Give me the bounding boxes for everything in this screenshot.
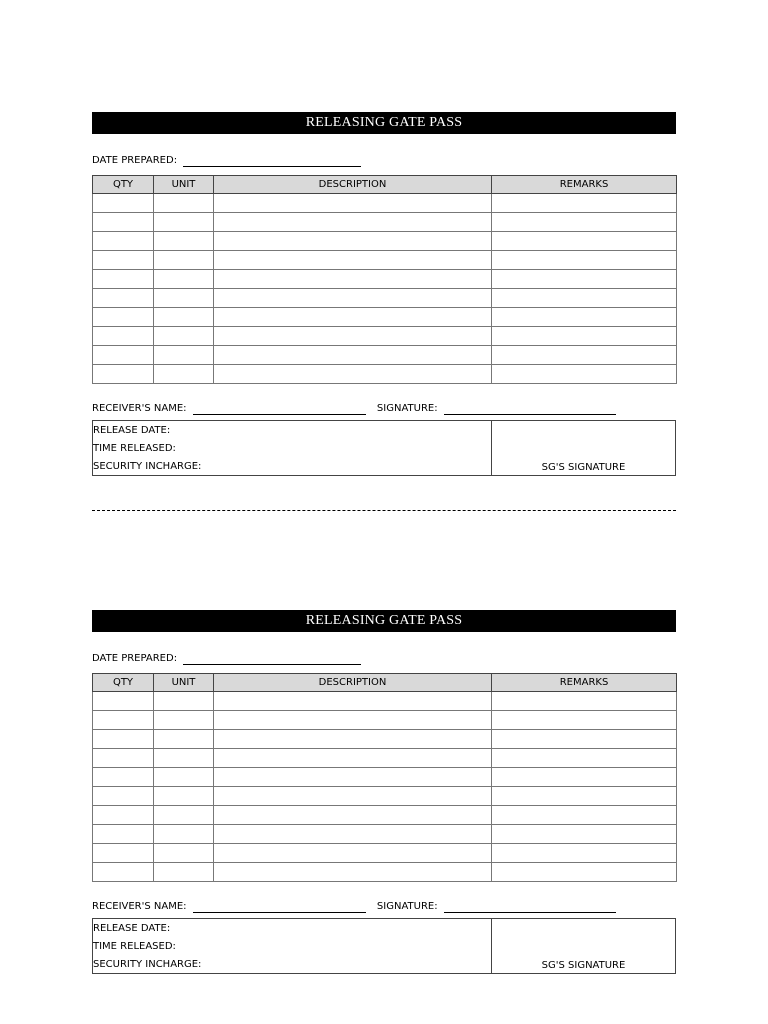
remarks-cell[interactable]: [492, 711, 677, 730]
remarks-cell[interactable]: [492, 692, 677, 711]
remarks-cell[interactable]: [492, 806, 677, 825]
column-header-unit: UNIT: [154, 674, 214, 692]
receivers-name-label: RECEIVER'S NAME:: [92, 901, 187, 912]
remarks-cell[interactable]: [492, 270, 677, 289]
unit-cell[interactable]: [154, 787, 214, 806]
qty-cell[interactable]: [93, 863, 154, 882]
unit-cell[interactable]: [154, 327, 214, 346]
unit-cell[interactable]: [154, 806, 214, 825]
gate-pass-form-1: [92, 112, 676, 476]
time-released-label: TIME RELEASED:: [93, 941, 176, 952]
unit-cell[interactable]: [154, 749, 214, 768]
signature-field[interactable]: [444, 404, 616, 415]
description-cell[interactable]: [214, 213, 492, 232]
unit-cell[interactable]: [154, 251, 214, 270]
items-table: [92, 175, 677, 384]
column-header-qty: QTY: [93, 674, 154, 692]
unit-cell[interactable]: [154, 232, 214, 251]
qty-cell[interactable]: [93, 787, 154, 806]
security-incharge-label: SECURITY INCHARGE:: [93, 959, 202, 970]
table-row: [93, 844, 677, 863]
column-header-remarks: REMARKS: [492, 674, 677, 692]
qty-cell[interactable]: [93, 270, 154, 289]
description-cell[interactable]: [214, 692, 492, 711]
remarks-cell[interactable]: [492, 730, 677, 749]
table-row: [93, 863, 677, 882]
description-cell[interactable]: [214, 308, 492, 327]
cut-line-divider: [92, 510, 676, 511]
description-cell[interactable]: [214, 787, 492, 806]
table-row: [93, 749, 677, 768]
column-header-qty: QTY: [93, 176, 154, 194]
receivers-name-field[interactable]: [193, 404, 366, 415]
receiver-row: [92, 403, 676, 415]
unit-cell[interactable]: [154, 308, 214, 327]
items-table-header: [93, 674, 677, 692]
items-table: [92, 673, 677, 882]
qty-cell[interactable]: [93, 213, 154, 232]
table-row: [93, 308, 677, 327]
table-row: [93, 768, 677, 787]
qty-cell[interactable]: [93, 289, 154, 308]
qty-cell[interactable]: [93, 346, 154, 365]
unit-cell[interactable]: [154, 365, 214, 384]
date-prepared-label: DATE PREPARED:: [92, 155, 178, 166]
remarks-cell[interactable]: [492, 213, 677, 232]
remarks-cell[interactable]: [492, 749, 677, 768]
sg-signature-label: SG'S SIGNATURE: [541, 462, 626, 473]
table-row: [93, 232, 677, 251]
column-header-remarks: REMARKS: [492, 176, 677, 194]
description-cell[interactable]: [214, 346, 492, 365]
table-row: [93, 692, 677, 711]
receivers-name-field[interactable]: [193, 902, 366, 913]
qty-cell[interactable]: [93, 844, 154, 863]
qty-cell[interactable]: [93, 768, 154, 787]
qty-cell[interactable]: [93, 251, 154, 270]
table-row: [93, 787, 677, 806]
column-header-unit: UNIT: [154, 176, 214, 194]
table-row: [93, 194, 677, 213]
description-cell[interactable]: [214, 863, 492, 882]
table-row: [93, 289, 677, 308]
release-box: [92, 918, 676, 974]
description-cell[interactable]: [214, 194, 492, 213]
security-incharge-label: SECURITY INCHARGE:: [93, 461, 202, 472]
unit-cell[interactable]: [154, 768, 214, 787]
description-cell[interactable]: [214, 844, 492, 863]
items-table-header: [93, 176, 677, 194]
remarks-cell[interactable]: [492, 825, 677, 844]
description-cell[interactable]: [214, 251, 492, 270]
column-header-description: DESCRIPTION: [214, 674, 492, 692]
description-cell[interactable]: [214, 365, 492, 384]
description-cell[interactable]: [214, 270, 492, 289]
description-cell[interactable]: [214, 806, 492, 825]
unit-cell[interactable]: [154, 863, 214, 882]
unit-cell[interactable]: [154, 825, 214, 844]
signature-label: SIGNATURE:: [376, 403, 438, 414]
date-prepared-field[interactable]: [183, 654, 361, 665]
date-prepared-row: [92, 155, 676, 167]
remarks-cell[interactable]: [492, 768, 677, 787]
qty-cell[interactable]: [93, 194, 154, 213]
date-prepared-label: DATE PREPARED:: [92, 653, 178, 664]
remarks-cell[interactable]: [492, 308, 677, 327]
sg-signature-box[interactable]: [492, 421, 675, 475]
column-header-description: DESCRIPTION: [214, 176, 492, 194]
remarks-cell[interactable]: [492, 346, 677, 365]
qty-cell[interactable]: [93, 308, 154, 327]
unit-cell[interactable]: [154, 270, 214, 289]
description-cell[interactable]: [214, 730, 492, 749]
description-cell[interactable]: [214, 711, 492, 730]
release-info: [93, 421, 492, 475]
form-title: RELEASING GATE PASS: [92, 112, 676, 134]
release-date-label: RELEASE DATE:: [93, 425, 171, 436]
table-row: [93, 270, 677, 289]
release-date-label: RELEASE DATE:: [93, 923, 171, 934]
description-cell[interactable]: [214, 327, 492, 346]
description-cell[interactable]: [214, 768, 492, 787]
unit-cell[interactable]: [154, 346, 214, 365]
description-cell[interactable]: [214, 289, 492, 308]
table-row: [93, 730, 677, 749]
time-released-label: TIME RELEASED:: [93, 443, 176, 454]
remarks-cell[interactable]: [492, 327, 677, 346]
unit-cell[interactable]: [154, 213, 214, 232]
remarks-cell[interactable]: [492, 863, 677, 882]
remarks-cell[interactable]: [492, 844, 677, 863]
remarks-cell[interactable]: [492, 787, 677, 806]
qty-cell[interactable]: [93, 327, 154, 346]
receiver-row: [92, 901, 676, 913]
table-row: [93, 711, 677, 730]
sg-signature-box[interactable]: [492, 919, 675, 973]
unit-cell[interactable]: [154, 711, 214, 730]
release-info: [93, 919, 492, 973]
description-cell[interactable]: [214, 749, 492, 768]
remarks-cell[interactable]: [492, 289, 677, 308]
table-row: [93, 251, 677, 270]
date-prepared-row: [92, 653, 676, 665]
unit-cell[interactable]: [154, 692, 214, 711]
table-row: [93, 327, 677, 346]
description-cell[interactable]: [214, 232, 492, 251]
date-prepared-field[interactable]: [183, 156, 361, 167]
signature-label: SIGNATURE:: [376, 901, 438, 912]
form-title: RELEASING GATE PASS: [92, 610, 676, 632]
remarks-cell[interactable]: [492, 365, 677, 384]
unit-cell[interactable]: [154, 289, 214, 308]
qty-cell[interactable]: [93, 730, 154, 749]
receivers-name-label: RECEIVER'S NAME:: [92, 403, 187, 414]
qty-cell[interactable]: [93, 825, 154, 844]
unit-cell[interactable]: [154, 844, 214, 863]
unit-cell[interactable]: [154, 194, 214, 213]
signature-field[interactable]: [444, 902, 616, 913]
table-row: [93, 346, 677, 365]
unit-cell[interactable]: [154, 730, 214, 749]
table-row: [93, 213, 677, 232]
qty-cell[interactable]: [93, 365, 154, 384]
table-row: [93, 825, 677, 844]
qty-cell[interactable]: [93, 749, 154, 768]
table-row: [93, 806, 677, 825]
qty-cell[interactable]: [93, 806, 154, 825]
release-box: [92, 420, 676, 476]
remarks-cell[interactable]: [492, 232, 677, 251]
qty-cell[interactable]: [93, 711, 154, 730]
sg-signature-label: SG'S SIGNATURE: [541, 960, 626, 971]
description-cell[interactable]: [214, 825, 492, 844]
table-row: [93, 365, 677, 384]
remarks-cell[interactable]: [492, 194, 677, 213]
remarks-cell[interactable]: [492, 251, 677, 270]
gate-pass-form-2: [92, 610, 676, 974]
qty-cell[interactable]: [93, 232, 154, 251]
qty-cell[interactable]: [93, 692, 154, 711]
